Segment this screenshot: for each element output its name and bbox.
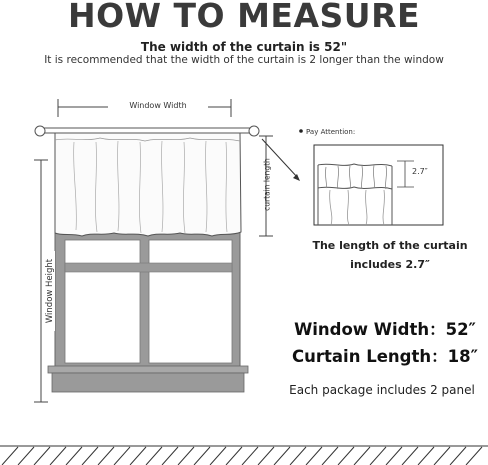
- length-note-line1: The length of the curtain: [312, 239, 468, 252]
- valance-curtain: [55, 133, 241, 236]
- detail-box: [314, 145, 443, 225]
- curtain-length-spec: Curtain Length：18″: [292, 347, 478, 366]
- floor-hatch: [0, 446, 488, 465]
- window-width-spec: Window Width：52″: [294, 320, 476, 339]
- package-info: Each package includes 2 panel: [289, 383, 475, 397]
- curtain-length-label: curtain length: [262, 158, 272, 211]
- window-height-label: Window Height: [45, 251, 55, 331]
- pay-attention-label: Pay Attention:: [306, 128, 356, 136]
- window-width-label: Window Width: [108, 101, 208, 110]
- curtain-width-statement: The width of the curtain is 52": [140, 40, 348, 54]
- window-frame: [48, 232, 248, 392]
- length-note-line2: includes 2.7″: [350, 258, 430, 271]
- recommendation-text: It is recommended that the width of the curtain is 2 longer than the window: [44, 54, 444, 66]
- bullet-dot: [299, 129, 303, 133]
- page-title: HOW TO MEASURE: [67, 0, 421, 35]
- detail-dimension-label: 2.7″: [412, 167, 428, 176]
- length-note: [300, 236, 480, 274]
